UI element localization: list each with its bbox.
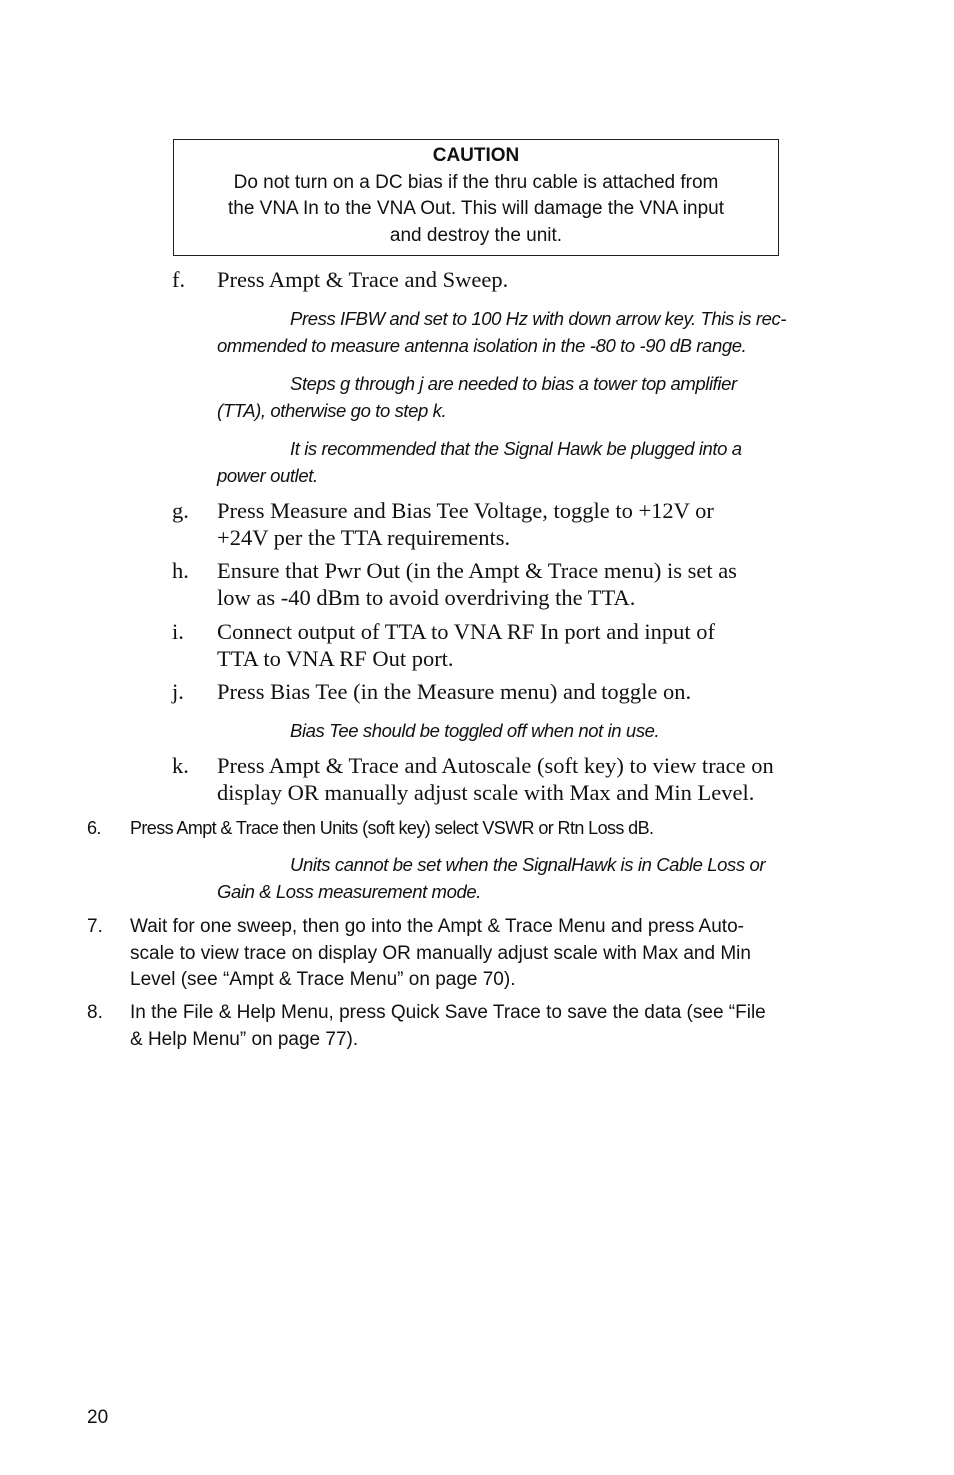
step-label: j. <box>172 679 184 704</box>
step-label: 7. <box>87 916 103 937</box>
note-line: Gain & Loss measurement mode. <box>217 881 481 902</box>
caution-line-1: Do not turn on a DC bias if the thru cable is attached from <box>233 171 719 193</box>
step-text <box>217 752 864 806</box>
step-line: TTA to VNA RF Out port. <box>217 646 454 671</box>
note-line: power outlet. <box>217 465 318 486</box>
step-text: Press Ampt & Trace then Units (soft key) select VSWR or Rtn Loss dB. <box>130 818 654 838</box>
note-line: Bias Tee should be toggled off when not in use. <box>290 720 660 741</box>
step-line: In the File & Help Menu, press Quick Save Trace to save the data (see “File <box>130 1002 766 1023</box>
step-label: h. <box>172 558 189 583</box>
step-line: Level (see “Ampt & Trace Menu” on page 70). <box>130 969 516 990</box>
step-label: 8. <box>87 1002 103 1023</box>
note-units <box>217 851 867 905</box>
step-text <box>217 618 864 672</box>
note-line: Units cannot be set when the SignalHawk is in Cable Loss or <box>290 854 766 875</box>
note-line: Steps g through j are needed to bias a tower top amplifier <box>290 373 737 394</box>
note-line: It is recommended that the Signal Hawk be plugged into a <box>290 438 742 459</box>
step-line: scale to view trace on display OR manually adjust scale with Max and Min <box>130 942 751 964</box>
step-text: Press Bias Tee (in the Measure menu) and toggle on. <box>217 679 692 704</box>
note-bias <box>217 717 867 744</box>
step-line: Connect output of TTA to VNA RF In port and input of <box>217 619 715 644</box>
step-label: g. <box>172 498 189 523</box>
step-text <box>130 1000 857 1053</box>
step-label: f. <box>172 267 186 292</box>
step-line: & Help Menu” on page 77). <box>130 1028 359 1050</box>
step-text: Press Ampt & Trace and Sweep. <box>217 267 509 292</box>
step-line: Press Measure and Bias Tee Voltage, toggle to +12V or <box>217 498 714 523</box>
caution-line-3: and destroy the unit. <box>389 224 563 246</box>
step-text <box>217 557 864 611</box>
step-line: Press Ampt & Trace and Autoscale (soft key) to view trace on <box>217 753 774 778</box>
step-line: Ensure that Pwr Out (in the Ampt & Trace menu) is set as <box>217 558 737 583</box>
step-line: display OR manually adjust scale with Max and Min Level. <box>217 780 755 805</box>
step-label: i. <box>172 619 184 644</box>
caution-title: CAUTION <box>432 145 520 166</box>
note-line: ommended to measure antenna isolation in the -80 to -90 dB range. <box>217 335 747 356</box>
step-line: Wait for one sweep, then go into the Ampt & Trace Menu and press Auto- <box>130 916 744 937</box>
page-number: 20 <box>87 1407 109 1428</box>
step-line: +24V per the TTA requirements. <box>217 525 511 550</box>
note-ifbw <box>217 305 867 359</box>
caution-box <box>173 139 779 256</box>
note-line: (TTA), otherwise go to step k. <box>217 400 447 421</box>
note-line: Press IFBW and set to 100 Hz with down arrow key. This is rec- <box>290 308 787 329</box>
note-steps <box>217 370 867 424</box>
step-text <box>130 914 857 994</box>
caution-line-2: the VNA In to the VNA Out. This will damage the VNA input <box>227 198 725 219</box>
step-label: 6. <box>87 818 101 838</box>
note-power <box>217 435 867 489</box>
step-line: low as -40 dBm to avoid overdriving the TTA. <box>217 585 636 610</box>
step-text <box>217 497 864 551</box>
step-label: k. <box>172 753 189 778</box>
